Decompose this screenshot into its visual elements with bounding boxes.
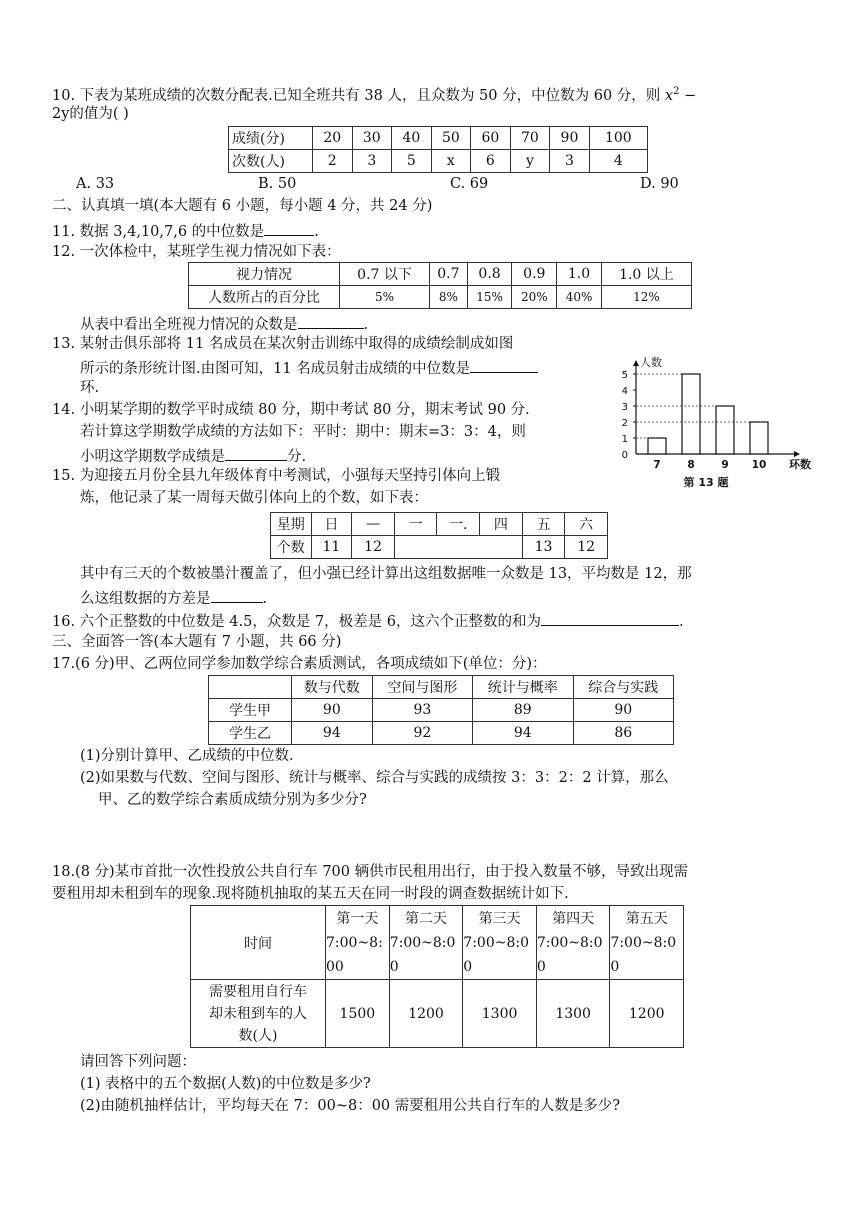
y-axis-label: 人数 <box>640 356 662 369</box>
cell: 学生乙 <box>209 722 292 745</box>
table-row <box>189 263 692 286</box>
table-row <box>209 699 674 722</box>
cell: 20% <box>512 286 557 309</box>
cell: 0.8 <box>467 263 512 286</box>
table-row <box>209 676 674 699</box>
cell: 日 <box>311 513 352 536</box>
y-tick-label: 3 <box>621 402 628 413</box>
q10-table <box>228 126 648 173</box>
cell: 92 <box>372 722 472 745</box>
time-2: 0 <box>536 958 546 975</box>
cell: 视力情况 <box>189 263 340 286</box>
cell: 3 <box>352 150 392 173</box>
bar <box>648 438 666 454</box>
q15-line-1: 15. 为迎接五月份全县九年级体育中考测试，小强每天坚持引体向上锻 <box>52 468 501 484</box>
cell: 6 <box>471 150 511 173</box>
cell: 1.0 <box>557 263 602 286</box>
cell: 86 <box>573 722 673 745</box>
cell: 11 <box>311 536 352 559</box>
row-head-1: 需要租用自行车 <box>209 983 307 1000</box>
q14-line-2: 若计算这学期数学成绩的方法如下：平时：期中：期末=3：3：4，则 <box>80 424 526 440</box>
y-tick-label: 4 <box>621 386 628 397</box>
table-row <box>271 513 608 536</box>
q18-line-2: 要租用却未租到车的现象.现将随机抽取的某五天在同一时段的调查数据统计如下. <box>52 886 569 902</box>
y-tick-label: 0 <box>621 450 628 461</box>
q13-line-3: 环. <box>80 380 100 396</box>
time-2: 00 <box>326 958 344 975</box>
x-tick-label: 9 <box>721 459 729 471</box>
q18-part-2: (2)由随机抽样估计，平均每天在 7：00~8：00 需要租用公共自行车的人数是多少? <box>80 1098 621 1114</box>
q18-table <box>190 905 684 1048</box>
cell: 12% <box>601 286 691 309</box>
cell: 40 <box>392 127 432 150</box>
q17-table <box>208 675 674 745</box>
y-tick-label: 5 <box>621 370 628 381</box>
q15-line-2: 炼，他记录了某一周每天做引体向上的个数，如下表： <box>80 490 428 506</box>
time-2: 0 <box>610 958 620 975</box>
table-row <box>209 722 674 745</box>
x-tick-label: 7 <box>653 459 661 471</box>
time-1: 7:00~8:0 <box>389 934 456 951</box>
x-axis-arrow <box>794 451 800 457</box>
row-head-2: 却未租到车的人 <box>209 1005 307 1022</box>
cell: 70 <box>510 127 550 150</box>
cell-day-4 <box>536 906 610 980</box>
q10-option-a: A. 33 <box>76 176 115 192</box>
q16 <box>52 609 684 632</box>
q18-ask: 请回答下列问题： <box>80 1054 196 1070</box>
q10-option-c: C. 69 <box>450 176 489 192</box>
cell: 13 <box>522 536 565 559</box>
q12-end: . <box>363 317 369 333</box>
cell: 一. <box>437 513 480 536</box>
q10-stem-2: 2y的值为( ) <box>52 106 129 122</box>
bar <box>750 422 768 454</box>
cell: 94 <box>473 722 573 745</box>
cell: 94 <box>292 722 373 745</box>
cell: 15% <box>467 286 512 309</box>
q13-bar-chart <box>612 350 812 490</box>
cell: 星期 <box>271 513 312 536</box>
row-head-3: 数(人) <box>238 1027 278 1044</box>
q10-stem <box>52 82 696 106</box>
y-tick-label: 2 <box>621 418 628 429</box>
section-3-heading: 三、全面答一答(本大题有 7 小题，共 66 分) <box>52 634 342 650</box>
q12-after-text: 从表中看出全班视力情况的众数是 <box>80 317 298 333</box>
cell-day-3 <box>463 906 537 980</box>
cell-day-2 <box>389 906 463 980</box>
q10-sup: 2 <box>673 86 680 97</box>
cell: 100 <box>589 127 647 150</box>
cell: 1300 <box>536 980 610 1048</box>
cell <box>209 676 292 699</box>
cell: 五 <box>522 513 565 536</box>
cell: 1200 <box>389 980 463 1048</box>
q15-end: . <box>262 591 268 607</box>
table-row <box>271 536 608 559</box>
cell-day-5 <box>610 906 684 980</box>
time-1: 7:00~8: <box>326 934 383 951</box>
cell: 60 <box>471 127 511 150</box>
time-1: 7:00~8:0 <box>610 934 677 951</box>
table-row <box>229 150 648 173</box>
cell: 学生甲 <box>209 699 292 722</box>
q16-text: 16. 六个正整数的中位数是 4.5，众数是 7，极差是 6，这六个正整数的和为 <box>52 614 542 630</box>
cell: 1.0 以上 <box>601 263 691 286</box>
q10-text: 10. 下表为某班成绩的次数分配表.已知全班共有 38 人，且众数为 50 分，中位数为 60 分，则 <box>52 87 661 104</box>
cell: 30 <box>352 127 392 150</box>
cell: 个数 <box>271 536 312 559</box>
cell: 综合与实践 <box>573 676 673 699</box>
q10-option-b: B. 50 <box>258 176 297 192</box>
cell: 4 <box>589 150 647 173</box>
q12-table <box>188 262 692 309</box>
cell: 0.7 以下 <box>340 263 430 286</box>
cell: 次数(人) <box>229 150 313 173</box>
time-1: 7:00~8:0 <box>536 934 603 951</box>
q13-text: 所示的条形统计图.由图可知，11 名成员射击成绩的中位数是 <box>80 361 471 377</box>
day-label: 第三天 <box>478 910 521 927</box>
q15-text: 么这组数据的方差是 <box>80 591 211 607</box>
q12-answer-blank[interactable] <box>298 312 364 329</box>
cell: 12 <box>565 536 608 559</box>
q11-text: 11. 数据 3,4,10,7,6 的中位数是 <box>52 224 265 240</box>
q13-line-2 <box>80 356 538 379</box>
bar <box>716 406 734 454</box>
section-2-heading: 二、认真填一填(本大题有 6 小题，每小题 4 分，共 24 分) <box>52 198 433 214</box>
time-2: 0 <box>389 958 399 975</box>
x-tick-label: 8 <box>687 459 695 471</box>
q11 <box>52 219 319 242</box>
cell: 六 <box>565 513 608 536</box>
q12-stem: 12. 一次体检中，某班学生视力情况如下表： <box>52 244 341 260</box>
cell: 5 <box>392 150 432 173</box>
table-row <box>229 127 648 150</box>
cell: 1200 <box>610 980 684 1048</box>
q11-answer-blank[interactable] <box>264 219 314 236</box>
q17-part-1: (1)分别计算甲、乙成绩的中位数. <box>80 748 294 764</box>
day-label: 第一天 <box>336 910 379 927</box>
time-1: 7:00~8:0 <box>463 934 529 951</box>
cell: 一 <box>394 513 437 536</box>
q13-line-1: 13. 某射击俱乐部将 11 名成员在某次射击训练中取得的成绩绘制成如图 <box>52 336 514 352</box>
q17-part-2a: (2)如果数与代数、空间与图形、统计与概率、综合与实践的成绩按 3：3：2：2 计算，那么 <box>80 770 669 786</box>
bar <box>682 374 700 454</box>
cell: 空间与图形 <box>372 676 472 699</box>
day-label: 第二天 <box>405 910 448 927</box>
cell: 时间 <box>191 906 326 980</box>
q17-stem: 17.(6 分)甲、乙两位同学参加数学综合素质测试，各项成绩如下(单位：分)： <box>52 656 547 672</box>
y-axis-arrow <box>633 360 639 366</box>
cell: 2 <box>313 150 353 173</box>
q18-part-1: (1) 表格中的五个数据(人数)的中位数是多少? <box>80 1076 371 1092</box>
q15-line-3: 其中有三天的个数被墨汁覆盖了，但小强已经计算出这组数据唯一众数是 13，平均数是 12，那 <box>80 566 692 582</box>
y-tick-label: 1 <box>621 434 628 445</box>
cell: y <box>510 150 550 173</box>
cell: 89 <box>473 699 573 722</box>
chart-caption: 第 13 题 <box>683 476 729 489</box>
q14-text: 小明这学期数学成绩是 <box>80 449 225 465</box>
cell: 90 <box>292 699 373 722</box>
cell: 40% <box>557 286 602 309</box>
q15-table <box>270 512 608 559</box>
table-row <box>191 906 684 980</box>
cell-row-head <box>191 980 326 1048</box>
cell: — <box>352 513 395 536</box>
cell: 90 <box>573 699 673 722</box>
cell: 成绩(分) <box>229 127 313 150</box>
cell: 人数所占的百分比 <box>189 286 340 309</box>
day-label: 第五天 <box>625 910 668 927</box>
cell: 统计与概率 <box>473 676 573 699</box>
q16-end: . <box>679 614 684 630</box>
q14-end: 分. <box>287 449 307 465</box>
q15-answer-blank[interactable] <box>211 586 263 603</box>
cell: 5% <box>340 286 430 309</box>
q18-line-1: 18.(8 分)某市首批一次性投放公共自行车 700 辆供市民租用出行，由于投入数量不够，导致出现需 <box>52 864 689 880</box>
chart-root <box>622 355 811 489</box>
cell: 数与代数 <box>292 676 373 699</box>
table-row <box>189 286 692 309</box>
cell: 1300 <box>463 980 537 1048</box>
cell: 3 <box>550 150 590 173</box>
cell: x <box>431 150 471 173</box>
q14-line-3 <box>80 444 306 467</box>
cell: 四 <box>480 513 523 536</box>
cell: 20 <box>313 127 353 150</box>
cell: 93 <box>372 699 472 722</box>
q13-answer-blank[interactable] <box>470 356 538 373</box>
q14-line-1: 14. 小明某学期的数学平时成绩 80 分，期中考试 80 分，期末考试 90 分. <box>52 402 530 418</box>
q16-answer-blank[interactable] <box>541 609 679 626</box>
cell: 90 <box>550 127 590 150</box>
q15-line-4 <box>80 586 267 609</box>
q10-x: x <box>664 87 674 104</box>
cell-day-1 <box>326 906 390 980</box>
q14-answer-blank[interactable] <box>225 444 287 461</box>
cell: 50 <box>431 127 471 150</box>
cell: 12 <box>352 536 395 559</box>
q10-minus: − <box>679 87 697 104</box>
q12-after <box>80 312 368 335</box>
cell: 1500 <box>326 980 390 1048</box>
cell: 8% <box>430 286 468 309</box>
day-label: 第四天 <box>552 910 595 927</box>
table-row <box>191 980 684 1048</box>
cell-covered <box>394 536 522 559</box>
q11-end: . <box>314 224 319 240</box>
q17-part-2b: 甲、乙的数学综合素质成绩分别为多少分? <box>98 792 367 808</box>
x-tick-label: 10 <box>751 459 767 471</box>
x-axis-label: 环数 <box>789 458 811 471</box>
cell: 0.7 <box>430 263 468 286</box>
time-2: 0 <box>463 958 473 975</box>
cell: 0.9 <box>512 263 557 286</box>
q10-option-d: D. 90 <box>640 176 679 192</box>
